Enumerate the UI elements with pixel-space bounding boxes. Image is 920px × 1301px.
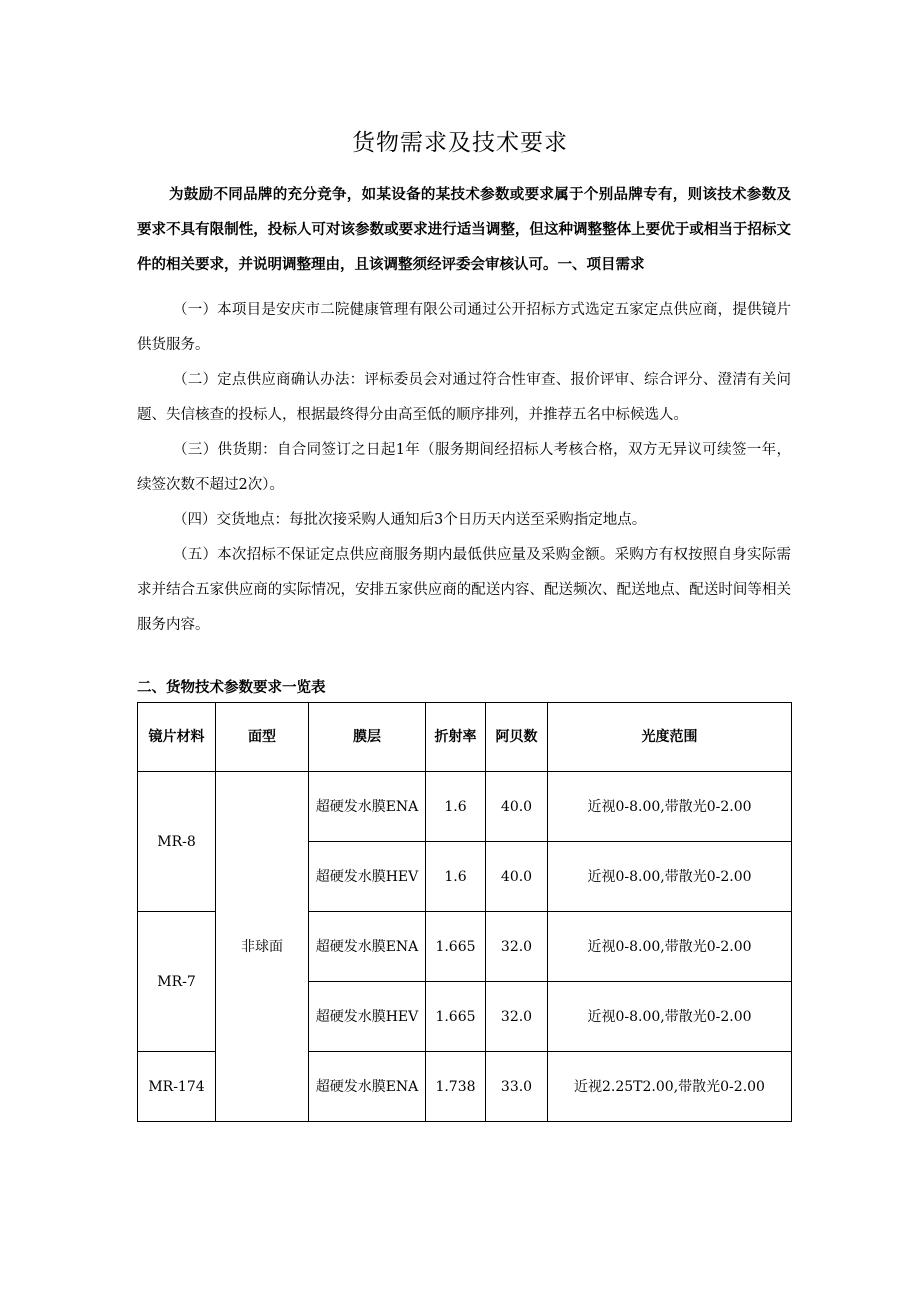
range-cell: 近视0-8.00,带散光0-2.00 [548,842,792,912]
index-cell: 1.665 [426,982,486,1052]
header-abbe: 阿贝数 [486,703,548,772]
abbe-cell: 32.0 [486,912,548,982]
index-cell: 1.665 [426,912,486,982]
coating-cell: 超硬发水膜HEV [309,982,426,1052]
table-row [138,772,792,842]
header-index: 折射率 [426,703,486,772]
range-cell: 近视0-8.00,带散光0-2.00 [548,912,792,982]
index-cell: 1.6 [426,842,486,912]
table-header-row [138,703,792,772]
section-title: 二、货物技术参数要求一览表 [137,680,326,696]
range-cell: 近视0-8.00,带散光0-2.00 [548,772,792,842]
material-cell: MR-7 [138,912,216,1052]
header-range: 光度范围 [548,703,792,772]
surface-cell: 非球面 [216,772,309,1122]
requirement-paragraph-1: （一）本项目是安庆市二院健康管理有限公司通过公开招标方式选定五家定点供应商，提供镜片供货服务。 [137,302,791,353]
range-cell: 近视0-8.00,带散光0-2.00 [548,982,792,1052]
requirement-paragraph-3: （三）供货期：自合同签订之日起1年（服务期间经招标人考核合格，双方无异议可续签一年，续签次数不超过2次）。 [137,442,791,493]
abbe-cell: 40.0 [486,842,548,912]
intro-paragraph: 为鼓励不同品牌的充分竞争，如某设备的某技术参数或要求属于个别品牌专有，则该技术参数及要求不具有限制性，投标人可对该参数或要求进行适当调整，但这种调整整体上要优于或相当于招标文件的相关要求，并说明调整理由，且该调整须经评委会审核认可。一、项目需求 [137,187,791,273]
page-title: 货物需求及技术要求 [352,130,568,156]
range-cell: 近视2.25T2.00,带散光0-2.00 [548,1052,792,1122]
index-cell: 1.6 [426,772,486,842]
index-cell: 1.738 [426,1052,486,1122]
spec-table [137,702,792,1122]
material-cell: MR-8 [138,772,216,912]
coating-cell: 超硬发水膜ENA [309,912,426,982]
abbe-cell: 33.0 [486,1052,548,1122]
coating-cell: 超硬发水膜HEV [309,842,426,912]
header-material: 镜片材料 [138,703,216,772]
header-coating: 膜层 [309,703,426,772]
requirement-paragraph-5: （五）本次招标不保证定点供应商服务期内最低供应量及采购金额。采购方有权按照自身实际需求并结合五家供应商的实际情况，安排五家供应商的配送内容、配送频次、配送地点、配送时间等相关服务内容。 [137,547,791,633]
coating-cell: 超硬发水膜ENA [309,1052,426,1122]
coating-cell: 超硬发水膜ENA [309,772,426,842]
requirement-paragraph-2: （二）定点供应商确认办法：评标委员会对通过符合性审查、报价评审、综合评分、澄清有关问题、失信核查的投标人，根据最终得分由高至低的顺序排列，并推荐五名中标候选人。 [137,372,791,423]
abbe-cell: 32.0 [486,982,548,1052]
material-cell: MR-174 [138,1052,216,1122]
requirement-paragraph-4: （四）交货地点：每批次接采购人通知后3个日历天内送至采购指定地点。 [173,512,647,528]
abbe-cell: 40.0 [486,772,548,842]
header-surface: 面型 [216,703,309,772]
